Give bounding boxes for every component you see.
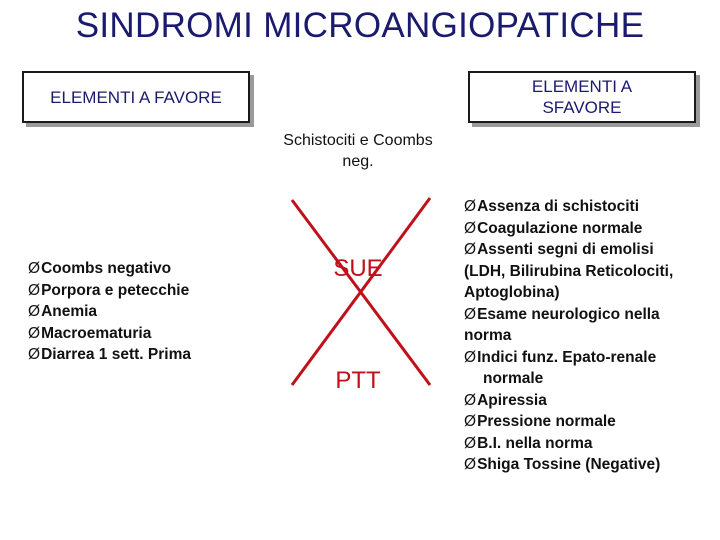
bullet-arrow-icon: Ø [28, 260, 41, 277]
list-item: ØAssenza di schistociti [464, 198, 640, 215]
list-item: ØAnemia [28, 303, 98, 320]
list-item-continuation: norma [464, 327, 512, 344]
bullet-arrow-icon: Ø [464, 219, 477, 237]
list-item-continuation: normale [483, 370, 544, 387]
bullet-arrow-icon: Ø [464, 391, 477, 409]
excluded-ptt: PTT [335, 367, 381, 394]
favore-header-label: ELEMENTI A FAVORE [50, 87, 222, 107]
list-item: ØPressione normale [464, 413, 616, 430]
sfavore-list [464, 196, 673, 476]
bullet-arrow-icon: Ø [464, 413, 477, 430]
list-item: ØCoombs negativo [28, 260, 172, 277]
list-item: ØEsame neurologico nella [464, 305, 660, 323]
page-title: SINDROMI MICROANGIOPATICHE [75, 6, 645, 45]
bullet-arrow-icon: Ø [28, 303, 41, 320]
list-item: ØMacroematuria [28, 324, 152, 342]
list-item: ØDiarrea 1 sett. Prima [28, 346, 191, 363]
sfavore-header-box [468, 71, 696, 123]
list-item: ØCoagulazione normale [464, 219, 643, 237]
bullet-arrow-icon: Ø [464, 241, 477, 258]
list-item: ØB.I. nella norma [464, 434, 593, 452]
bullet-arrow-icon: Ø [464, 198, 477, 215]
bullet-arrow-icon: Ø [464, 456, 477, 473]
center-note: Schistociti e Coombs neg. [283, 132, 433, 170]
favore-header-box [22, 71, 250, 123]
list-item-continuation: Aptoglobina) [464, 284, 560, 301]
favore-list [28, 258, 191, 366]
cross-out-mark [280, 190, 440, 390]
list-item: ØAssenti segni di emolisi [464, 241, 654, 258]
list-item-continuation: (LDH, Bilirubina Reticolociti, [464, 262, 674, 280]
bullet-arrow-icon: Ø [28, 281, 41, 299]
bullet-arrow-icon: Ø [464, 348, 477, 366]
list-item: ØIndici funz. Epato-renale [464, 348, 657, 366]
bullet-arrow-icon: Ø [28, 346, 41, 363]
bullet-arrow-icon: Ø [464, 305, 477, 323]
list-item: ØShiga Tossine (Negative) [464, 456, 661, 473]
bullet-arrow-icon: Ø [28, 324, 41, 342]
sfavore-header-label: ELEMENTI A SFAVORE [531, 77, 633, 117]
list-item: ØApiressia [464, 391, 547, 409]
list-item: ØPorpora e petecchie [28, 281, 190, 299]
excluded-sue: SUE [333, 255, 383, 282]
bullet-arrow-icon: Ø [464, 434, 477, 452]
